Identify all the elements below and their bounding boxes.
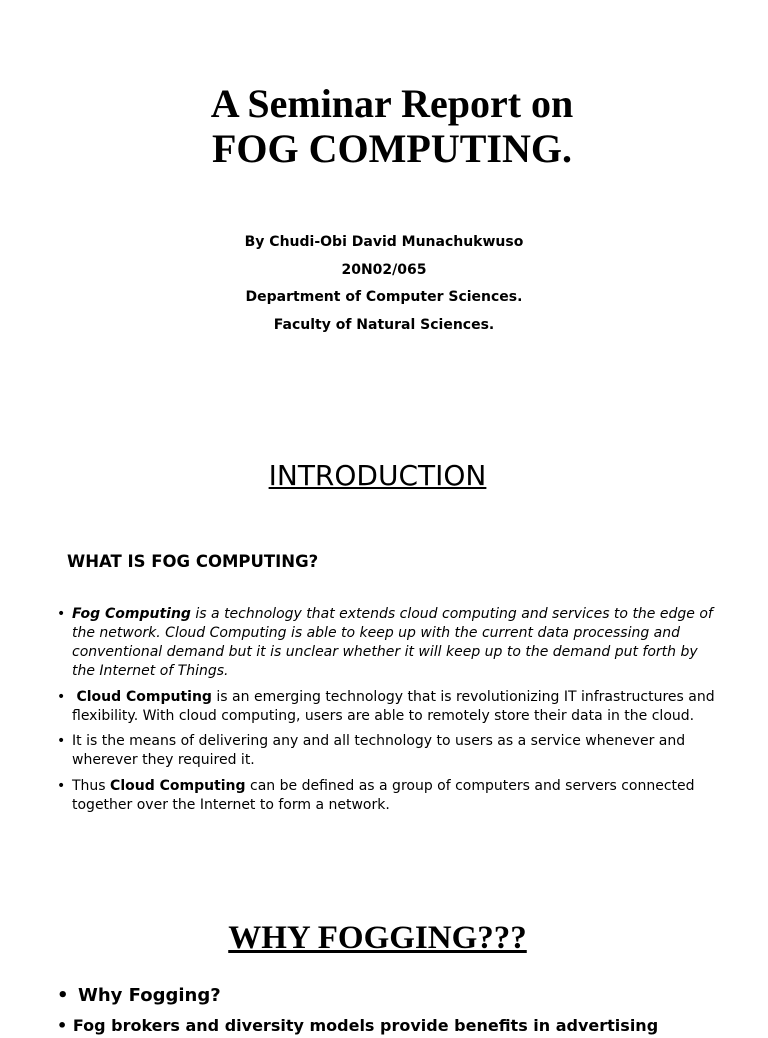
cut-off-bullet-text [57,1014,658,1038]
bullet-dot: • [57,985,69,1006]
bullet-dot: • [57,688,66,705]
why-fogging-item-text: Why Fogging? [78,985,221,1006]
introduction-heading: INTRODUCTION [268,459,487,492]
why-fogging-heading: WHY FOGGING??? [228,920,527,956]
student-id: 20N02/065 [341,261,427,278]
why-fogging-item [57,983,737,1009]
cut-off-text: Fog brokers and diversity models provide benefits in advertising [72,1016,659,1035]
author-name: By Chudi-Obi David Munachukwuso [244,234,524,250]
report-title-line-2: FOG COMPUTING. [212,126,572,171]
term-fog-computing: Fog Computing [72,606,191,622]
bullet-text: can be defined as a group of computers and servers connected together over the Internet to form a network. [72,777,695,813]
bullet-delivery-means [57,732,717,770]
bullet-dot: • [57,733,66,749]
bullet-cloud-computing [57,688,717,726]
bullet-text: It is the means of delivering any and all technology to users as a service whenever and wherever they required it. [72,733,686,768]
bullet-dot: • [57,1016,68,1035]
bullet-dot: • [57,606,66,622]
department-name: Department of Computer Sciences. [245,289,523,305]
author-block [0,229,768,339]
bullet-text: is an emerging technology that is revolutionizing IT infrastructures and flexibility. With cloud computing, users are able to remotely store their data in the cloud. [72,688,715,724]
introduction-bullet-list [57,605,717,821]
why-fogging-list [57,983,737,1009]
what-is-fog-computing-heading: WHAT IS FOG COMPUTING? [67,552,319,571]
bullet-dot: • [57,777,66,794]
faculty-name: Faculty of Natural Sciences. [273,316,495,333]
term-cloud-computing-2: Cloud Computing [110,777,246,794]
bullet-text: is a technology that extends cloud computing and services to the edge of the network. Cloud Computing is able to keep up with the current data processing and conventional demand but it is unclear whether it will keep up to the demand put forth by the Internet of Things. [72,606,713,679]
bullet-cloud-definition [57,777,717,815]
bullet-prefix: Thus [72,777,111,794]
term-cloud-computing: Cloud Computing [76,688,212,705]
bullet-fog-computing [57,605,717,681]
report-title-line-1: A Seminar Report on [210,81,574,126]
